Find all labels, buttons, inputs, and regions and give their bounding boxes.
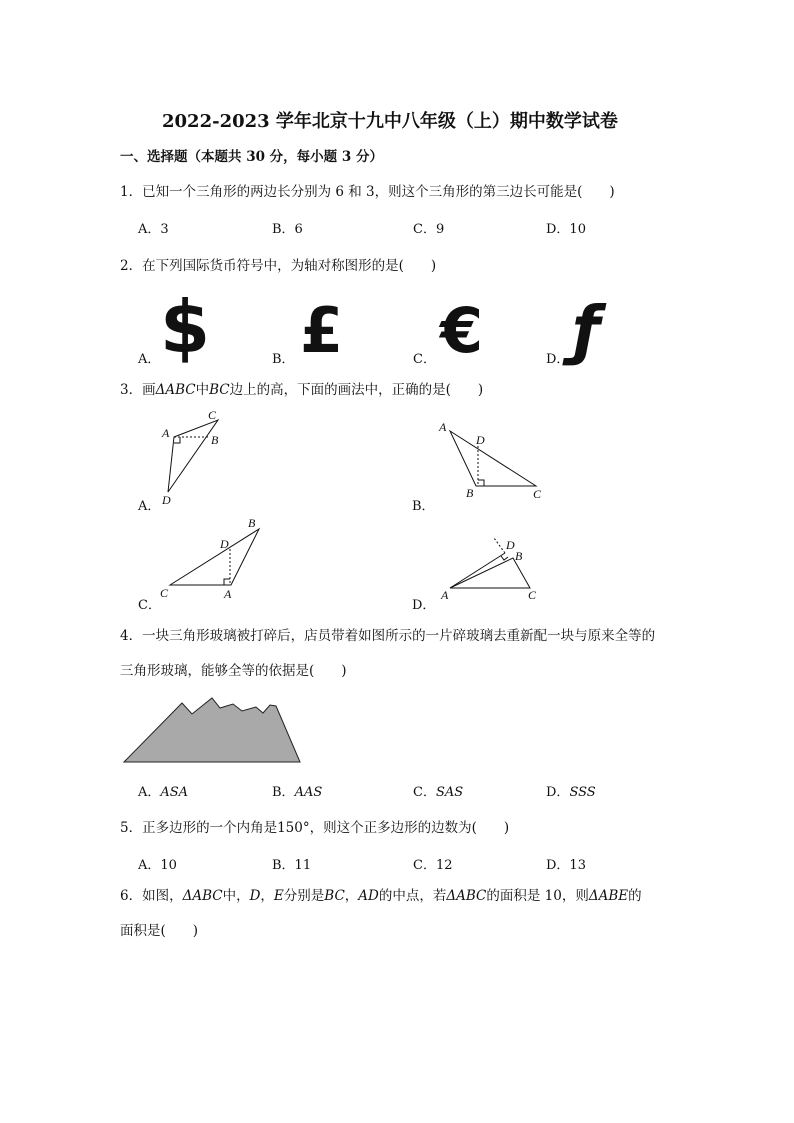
q5-option-d[interactable]: D．13 bbox=[546, 858, 586, 873]
pound-sign-icon: £ bbox=[300, 294, 344, 367]
dollar-sign-icon: $ bbox=[160, 285, 211, 369]
label-a-fig-b: A bbox=[439, 420, 447, 434]
q6-triangle-abe: ΔABE bbox=[588, 888, 629, 904]
q6-point-d: D bbox=[249, 888, 261, 904]
q5-option-b[interactable]: B．11 bbox=[272, 858, 312, 873]
q3-option-b[interactable]: B． bbox=[412, 499, 435, 514]
question-6-stem-line1 bbox=[120, 884, 642, 904]
q6-text-e: 的面积是 10，则 bbox=[486, 888, 589, 904]
q3-stem-pre: 3．画 bbox=[120, 382, 156, 398]
q3-triangle: ΔABC bbox=[155, 382, 196, 398]
question-4-stem-line1: 4．一块三角形玻璃被打碎后，店员带着如图所示的一片碎玻璃去重新配一块与原来全等的 bbox=[120, 628, 656, 644]
q6-triangle-abc-2: ΔABC bbox=[446, 888, 487, 904]
q6-side-bc: BC bbox=[324, 888, 345, 904]
label-d-fig-c: D bbox=[220, 537, 229, 551]
q3-stem-mid: 中 bbox=[195, 382, 210, 398]
q5-stem-post: ，则这个正多边形的边数为( ) bbox=[309, 820, 510, 836]
q3-option-a[interactable]: A． bbox=[138, 499, 161, 514]
q3-stem-post: 边上的高，下面的画法中，正确的是( ) bbox=[229, 382, 484, 398]
label-a-fig-d: A bbox=[441, 588, 449, 602]
question-4-stem-line2: 三角形玻璃，能够全等的依据是( ) bbox=[120, 663, 347, 679]
q4-option-a-prefix: A． bbox=[138, 785, 161, 800]
label-c-fig-c: C bbox=[160, 586, 169, 600]
page-title: 2022-2023 学年北京十九中八年级（上）期中数学试卷 bbox=[162, 111, 618, 132]
q6-triangle-abc: ΔABC bbox=[182, 888, 223, 904]
q4-option-a[interactable] bbox=[138, 781, 188, 800]
q2-option-b[interactable]: B． bbox=[272, 352, 295, 367]
label-b-fig-d: B bbox=[515, 549, 523, 563]
euro-sign-icon: € bbox=[440, 294, 484, 367]
q4-option-c-value: SAS bbox=[435, 785, 464, 800]
q6-sep: ， bbox=[260, 888, 274, 904]
q3-option-c[interactable]: C． bbox=[138, 598, 161, 613]
question-6-stem-line2: 面积是( ) bbox=[120, 923, 199, 939]
q4-option-d-prefix: D． bbox=[546, 785, 570, 800]
q5-option-c[interactable]: C．12 bbox=[413, 858, 453, 873]
q3-side-bc: BC bbox=[209, 382, 230, 398]
label-a-fig-a: A bbox=[162, 426, 170, 440]
q4-option-a-value: ASA bbox=[160, 785, 189, 800]
label-d-fig-d: D bbox=[506, 538, 515, 552]
q4-option-c-prefix: C． bbox=[413, 785, 436, 800]
q6-text-d: 的中点，若 bbox=[378, 888, 447, 904]
label-d-fig-b: D bbox=[476, 433, 485, 447]
q6-text-f: 的 bbox=[628, 888, 642, 904]
q4-option-b[interactable] bbox=[272, 781, 322, 800]
q5-stem-pre: 5．正多边形的一个内角是 bbox=[120, 820, 278, 836]
glass-shard-icon bbox=[124, 698, 300, 762]
label-c-fig-d: C bbox=[528, 588, 537, 602]
q4-option-c[interactable] bbox=[413, 781, 463, 800]
q1-option-d[interactable]: D．10 bbox=[546, 222, 586, 237]
q4-option-b-prefix: B． bbox=[272, 785, 295, 800]
q1-option-a[interactable]: A．3 bbox=[138, 222, 169, 237]
q4-option-b-value: AAS bbox=[294, 785, 323, 800]
q6-text-a: 6．如图， bbox=[120, 888, 183, 904]
q1-option-b[interactable]: B．6 bbox=[272, 222, 303, 237]
florin-sign-icon: ƒ bbox=[572, 294, 600, 368]
q2-option-c[interactable]: C． bbox=[413, 352, 436, 367]
q6-point-e: E bbox=[273, 888, 284, 904]
q6-text-c: 分别是 bbox=[283, 888, 325, 904]
label-b-fig-c: B bbox=[248, 516, 256, 530]
q6-text-b: 中， bbox=[222, 888, 250, 904]
q4-option-d-value: SSS bbox=[569, 785, 596, 800]
q5-angle: 150° bbox=[277, 820, 310, 836]
q2-option-a[interactable]: A． bbox=[138, 352, 161, 367]
q6-side-ad: AD bbox=[358, 888, 379, 904]
label-d-fig-a: D bbox=[162, 493, 171, 507]
question-2-stem: 2．在下列国际货币符号中，为轴对称图形的是( ) bbox=[120, 258, 437, 274]
label-b-fig-b: B bbox=[466, 486, 474, 500]
q5-option-a[interactable]: A．10 bbox=[138, 858, 177, 873]
label-c-fig-a: C bbox=[208, 408, 217, 422]
label-c-fig-b: C bbox=[533, 487, 542, 501]
label-a-fig-c: A bbox=[224, 587, 232, 601]
q4-option-d[interactable] bbox=[546, 781, 596, 800]
q2-option-d[interactable]: D． bbox=[546, 352, 570, 367]
q3-option-d[interactable]: D． bbox=[412, 598, 436, 613]
section-heading: 一、选择题（本题共 30 分，每小题 3 分） bbox=[120, 149, 383, 165]
question-1-stem: 1．已知一个三角形的两边长分别为 6 和 3，则这个三角形的第三边长可能是( ) bbox=[120, 184, 615, 200]
question-5-stem bbox=[120, 816, 509, 836]
q1-option-c[interactable]: C．9 bbox=[413, 222, 445, 237]
q6-comma: ， bbox=[344, 888, 359, 904]
label-b-fig-a: B bbox=[211, 433, 219, 447]
